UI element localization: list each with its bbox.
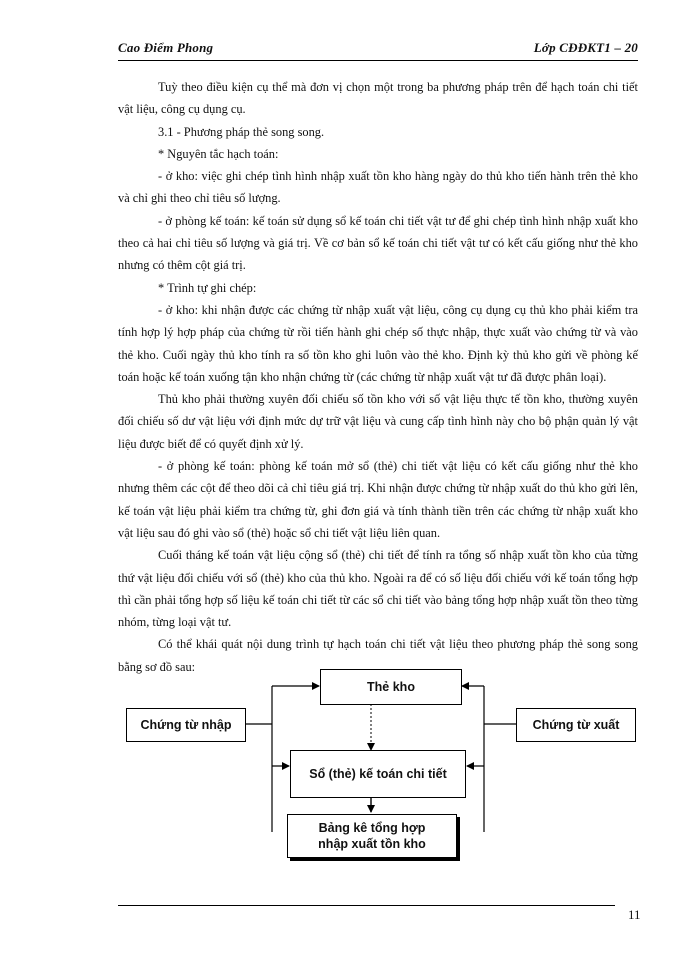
label-the-kho: Thẻ kho <box>367 680 415 694</box>
box-so-ke-toan-chi-tiet <box>290 750 466 798</box>
footer-divider <box>118 905 615 906</box>
paragraph-storekeeper-check: Thủ kho phải thường xuyên đối chiếu số tồn kho với số vật liệu thực tế tồn kho, thường xuyên đối chiếu số dư vật liệu với định mức dự trữ vật liệu và cung cấp tình hình này cho bộ phận quản lý vật liệu được biết để có quyết định xử lý. <box>118 392 638 451</box>
paragraph-accounting-procedure: - ở phòng kế toán: phòng kế toán mở sổ (thẻ) chi tiết vật liệu có kết cấu giống như thẻ kho nhưng thêm các cột để theo dõi cả chỉ tiêu giá trị. Khi nhận được chứng từ nhập xuất do thủ kho gửi lên, kế toán vật liệu phải kiểm tra chứng từ, ghi đơn giá và tính thành tiền trên các chứng từ nhập xuất kho vật liệu sau đó ghi vào sổ (thẻ) hoặc sổ chi tiết vật liệu liên quan. <box>118 459 638 540</box>
box-the-kho <box>320 669 462 705</box>
paragraph-month-end: Cuối tháng kế toán vật liệu cộng sổ (thẻ) chi tiết để tính ra tổng số nhập xuất tồn kho của từng thứ vật liệu đối chiếu với sổ (thẻ) kho của thủ kho. Ngoài ra để có số liệu đối chiếu với kế toán tổng hợp thì cần phải tổng hợp số liệu kế toán chi tiết từ các sổ chi tiết vào bảng tổng hợp nhập xuất tồn theo từng nhóm, từng loại vật tư. <box>118 548 638 630</box>
paragraph-section-heading: 3.1 - Phương pháp thẻ song song. <box>158 124 325 139</box>
label-chung-tu-xuat: Chứng từ xuất <box>532 718 620 732</box>
paragraph-warehouse-procedure: - ở kho: khi nhận được các chứng từ nhập xuất vật liệu, công cụ dụng cụ thủ kho phải kiểm tra tính hợp lý hợp pháp của chứng từ rồi tiến hành ghi chép số thực nhập, thực xuất vào chứng từ và vào thẻ kho. Cuối ngày thủ kho tính ra số tồn kho ghi luôn vào thẻ kho. Định kỳ thủ kho gửi về phòng kế toán hoặc kế toán xuống tận kho nhận chứng từ (các chứng từ nhập xuất vật tư đã được phân loại). <box>118 302 638 384</box>
header-class: Lớp CĐĐKT1 – 20 <box>533 40 638 55</box>
paragraph-principle-heading: * Nguyên tắc hạch toán: <box>158 146 279 161</box>
label-so-ke-toan-chi-tiet: Sổ (thẻ) kế toán chi tiết <box>309 767 447 781</box>
paragraph-intro: Tuỳ theo điều kiện cụ thể mà đơn vị chọn một trong ba phương pháp trên để hạch toán chi tiết vật liệu, công cụ dụng cụ. <box>118 80 638 117</box>
paragraph-procedure-heading: * Trình tự ghi chép: <box>158 280 257 295</box>
paragraph-accounting-principle: - ở phòng kế toán: kế toán sử dụng sổ kế toán chi tiết vật tư để ghi chép tình hình nhập xuất kho theo cả hai chỉ tiêu số lượng và giá trị. Về cơ bản sổ kế toán chi tiết vật tư có kết cấu giống như thẻ kho nhưng có thêm cột giá trị. <box>118 213 638 273</box>
box-chung-tu-xuat <box>516 708 636 742</box>
paragraph-diagram-intro: Có thể khái quát nội dung trình tự hạch toán chi tiết vật liệu theo phương pháp thẻ song song bằng sơ đồ sau: <box>118 637 638 674</box>
page-header <box>118 40 638 61</box>
paragraph-warehouse-principle: - ở kho: việc ghi chép tình hình nhập xuất tồn kho hàng ngày do thủ kho tiến hành trên thẻ kho và chỉ ghi theo chỉ tiêu số lượng. <box>118 169 638 206</box>
label-chung-tu-nhap: Chứng từ nhập <box>140 718 232 732</box>
label-bang-ke-tong-hop: Bảng kê tổng hợp nhập xuất tồn kho <box>318 821 426 851</box>
body-text <box>118 76 638 678</box>
page-number: 11 <box>628 907 641 922</box>
box-chung-tu-nhap <box>126 708 246 742</box>
box-bang-ke-tong-hop <box>287 814 457 858</box>
header-author: Cao Điểm Phong <box>118 40 214 55</box>
